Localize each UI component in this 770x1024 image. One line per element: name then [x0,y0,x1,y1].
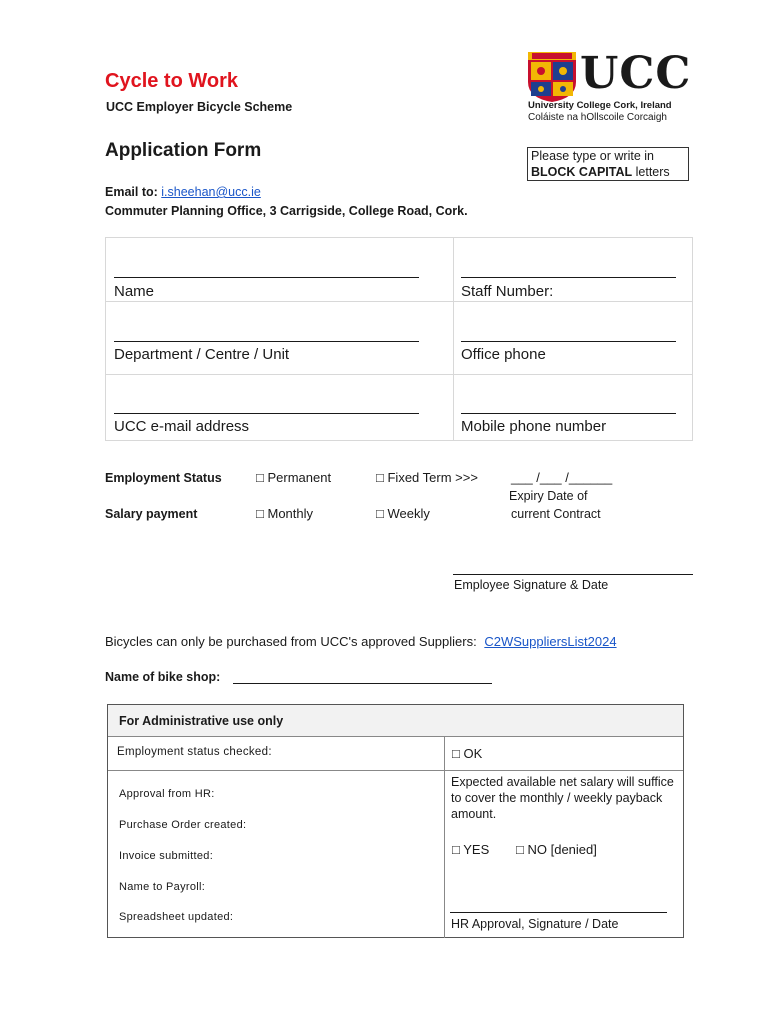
ok-checkbox[interactable]: □ [452,746,460,761]
expiry-label-1: Expiry Date of [509,489,588,503]
bike-shop-label: Name of bike shop: [105,670,221,684]
email-input-line[interactable] [114,413,419,414]
office-phone-label: Office phone [461,346,546,363]
ok-option[interactable] [452,746,482,761]
permanent-label: Permanent [267,470,332,485]
employment-status-label: Employment Status [105,471,222,485]
name-label: Name [114,283,155,300]
block-note-bold: BLOCK CAPITAL [531,165,633,179]
no-option[interactable] [516,842,597,857]
name-input-line[interactable] [114,277,419,278]
block-capital-note [527,147,689,181]
mobile-label: Mobile phone number [461,418,607,435]
monthly-label: Monthly [267,506,314,521]
block-note-line-2 [531,164,688,180]
staff-number-input-line[interactable] [461,277,676,278]
employee-signature-line[interactable] [453,574,693,575]
permanent-option[interactable] [256,470,331,485]
hr-signature-label: HR Approval, Signature / Date [451,917,619,931]
suppliers-text: Bicycles can only be purchased from UCC's approved Suppliers: [105,634,477,649]
weekly-option[interactable] [376,506,430,521]
purchase-order-label: Purchase Order created: [119,819,247,831]
fixed-term-checkbox[interactable]: □ [376,470,384,485]
fixed-term-option[interactable] [376,470,478,485]
fixed-term-label: Fixed Term >>> [387,470,478,485]
yes-option[interactable] [452,842,489,857]
document-title: Cycle to Work [105,70,238,92]
staff-number-label: Staff Number: [461,283,554,300]
employee-signature-label: Employee Signature & Date [454,578,609,592]
office-address: Commuter Planning Office, 3 Carrigside, College Road, Cork. [105,204,468,218]
weekly-checkbox[interactable]: □ [376,506,384,521]
no-checkbox[interactable]: □ [516,842,524,857]
document-subtitle: UCC Employer Bicycle Scheme [106,100,293,114]
monthly-option[interactable] [256,506,313,521]
invoice-submitted-label: Invoice submitted: [119,850,214,862]
approval-hr-label: Approval from HR: [119,788,215,800]
salary-payment-label: Salary payment [105,507,198,521]
ucc-logo [528,48,692,126]
salary-note: Expected available net salary will suffice to cover the monthly / weekly payback amount. [451,775,674,821]
spreadsheet-label: Spreadsheet updated: [119,911,234,923]
office-phone-input-line[interactable] [461,341,676,342]
suppliers-line [105,634,617,649]
yes-checkbox[interactable]: □ [452,842,460,857]
payroll-label: Name to Payroll: [119,881,206,893]
department-input-line[interactable] [114,341,419,342]
weekly-label: Weekly [387,506,430,521]
no-label: NO [denied] [527,842,597,857]
logo-english-name: University College Cork, Ireland [528,100,672,111]
expiry-label-2: current Contract [511,507,601,521]
suppliers-list-link[interactable]: C2WSuppliersList2024 [484,634,617,649]
status-checked-label: Employment status checked: [117,746,272,758]
monthly-checkbox[interactable]: □ [256,506,264,521]
block-note-line-1: Please type or write in [531,149,654,163]
mobile-input-line[interactable] [461,413,676,414]
email-link[interactable]: i.sheehan@ucc.ie [161,185,261,199]
logo-wordmark: UCC [580,48,692,99]
admin-use-table [107,704,684,938]
form-title: Application Form [105,140,262,161]
email-label: Email to: [105,185,162,199]
logo-irish-name: Coláiste na hOllscoile Corcaigh [528,112,667,123]
ok-label: OK [463,746,483,761]
block-note-tail: letters [632,165,670,179]
permanent-checkbox[interactable]: □ [256,470,264,485]
hr-signature-line[interactable] [450,912,667,913]
applicant-details-grid [105,237,693,441]
ucc-crest-icon [528,52,576,102]
admin-heading: For Administrative use only [119,714,284,728]
department-label: Department / Centre / Unit [114,346,290,363]
email-field-label: UCC e-mail address [114,418,250,435]
bike-shop-input-line[interactable] [233,683,492,684]
email-line [105,185,261,199]
expiry-date-field[interactable]: ___ /___ /______ [511,470,613,485]
yes-label: YES [463,842,490,857]
